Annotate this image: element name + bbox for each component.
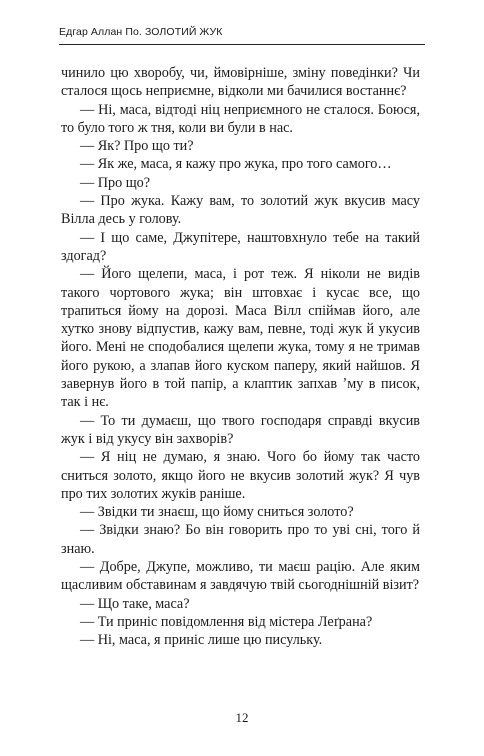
paragraph: — Я ніц не думаю, я знаю. Чого бо йому так часто сниться золото, якщо його не вкусив золотий жук? Я чув про тих золотих жуків раніше.: [61, 449, 420, 502]
paragraph: — Ні, маса, я приніс лише цю писульку.: [80, 632, 323, 649]
paragraph: — Як же, маса, я кажу про жука, про того самого…: [80, 156, 392, 173]
page-number: 12: [235, 710, 249, 725]
running-header: Едгар Аллан По. ЗОЛОТИЙ ЖУК: [59, 26, 223, 38]
paragraph: — Ні, маса, відтоді ніц неприємного не сталося. Боюся, то було того ж тня, коли ви були в нас.: [61, 101, 420, 136]
paragraph: — Звідки знаю? Бо він говорить про то уві сні, того й знаю.: [61, 522, 420, 557]
paragraph: — Про що?: [80, 174, 151, 191]
paragraph: — Добре, Джупе, можливо, ти маєш рацію. Але яким щасливим обставинам я завдячую твій сьогоднішній візит?: [61, 559, 420, 594]
paragraph: — І що саме, Джупітере, наштовхнуло тебе на такий здогад?: [61, 229, 420, 264]
paragraph: — Що таке, маса?: [80, 595, 190, 612]
paragraph: — Ти приніс повідомлення від містера Леґрана?: [80, 613, 373, 630]
paragraph: — Як? Про що ти?: [80, 138, 194, 155]
paragraph: — Його щелепи, маса, і рот теж. Я ніколи не видів такого чортового жука; він штовхає і кусає все, що трапиться йому на дорозі. Маса Вілл спіймав його, але хутко знову відпустив, кажу вам, певне, тоді жук й укусив його. Мені не сподобалися щелепи жука, тому я не тримав його рукою, а злапав його куском паперу, який найшов. Я завернув його в той папір, а клаптик запхав ʼму в писок, так і нє.: [61, 266, 420, 411]
paragraph: — Звідки ти знаєш, що йому сниться золото?: [80, 504, 354, 521]
paragraph: — Про жука. Кажу вам, то золотий жук вкусив масу Вілла десь у голову.: [61, 193, 420, 228]
paragraph: чинило цю хворобу, чи, ймовірніше, зміну поведінки? Чи сталося щось неприємне, відколи ми бачилися востаннє?: [61, 65, 420, 100]
header-rule: [59, 44, 425, 45]
paragraph: — То ти думаєш, що твого господаря справді вкусив жук і від укусу він захворів?: [61, 412, 420, 447]
body-text: [61, 64, 420, 650]
